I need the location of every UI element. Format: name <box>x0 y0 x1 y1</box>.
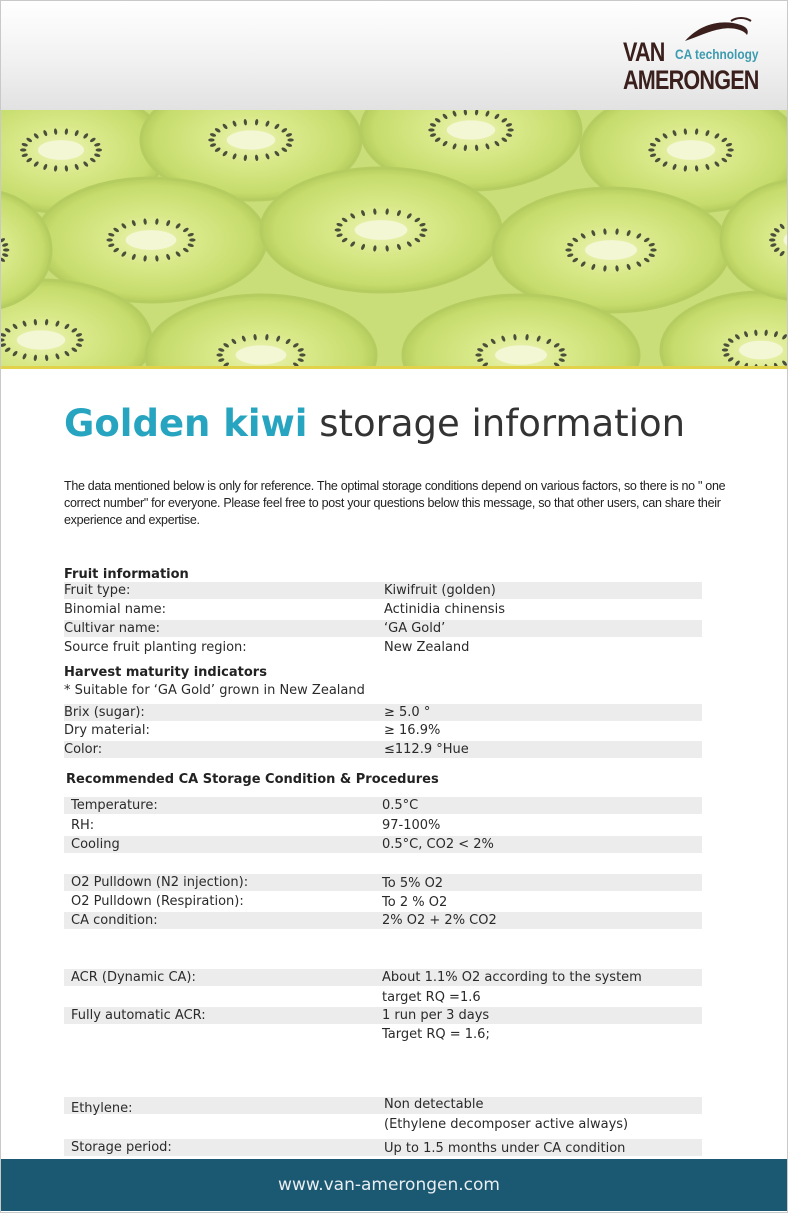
row-value: ‘GA Gold’ <box>384 621 446 636</box>
row-label: O2 Pulldown (Respiration): <box>71 894 244 909</box>
kiwi-core <box>667 140 715 160</box>
table-row <box>64 741 702 758</box>
kiwi-seed <box>421 228 427 231</box>
kiwi-core <box>739 341 783 360</box>
row-value: 0.5°C <box>382 798 419 813</box>
table-row <box>64 836 702 853</box>
row-value: ≥ 16.9% <box>384 723 441 738</box>
table-row <box>64 797 702 814</box>
table-row <box>64 639 702 656</box>
kiwi-core <box>585 240 637 260</box>
table-row <box>64 1026 702 1043</box>
table-row <box>64 601 702 618</box>
table-row <box>64 893 702 910</box>
logo-amerongen: AMERONGEN <box>623 65 759 95</box>
page-title <box>64 402 685 445</box>
table-row <box>64 722 702 739</box>
kiwi-slices-illustration <box>1 110 787 368</box>
footer-website-link[interactable]: www.van-amerongen.com <box>278 1175 500 1195</box>
logo-van: VAN <box>623 37 665 67</box>
kiwi-core <box>126 230 177 250</box>
table-row <box>64 817 702 834</box>
row-value: To 5% O2 <box>382 876 444 891</box>
kiwi-seed <box>3 248 9 251</box>
intro-paragraph: The data mentioned below is only for reference. The optimal storage conditions depend on various factors, so there is no " one correct number" for everyone. Please feel free to post your questions below this message, so that other users, can share their experience and expertise. <box>64 479 726 527</box>
row-label: ACR (Dynamic CA): <box>71 970 196 985</box>
row-value: About 1.1% O2 according to the system <box>382 970 642 985</box>
table-row <box>64 1115 702 1132</box>
row-label: Color: <box>64 742 103 757</box>
row-label: CA condition: <box>71 913 158 928</box>
van-amerongen-logo <box>623 15 773 97</box>
swoosh-icon <box>683 15 753 45</box>
row-value: Actinidia chinensis <box>384 602 505 617</box>
row-label: Cultivar name: <box>64 621 161 636</box>
table-row <box>64 1139 702 1156</box>
header <box>1 1 787 110</box>
kiwi-seed <box>77 338 83 341</box>
table-row <box>64 620 702 637</box>
row-value: ≤112.9 °Hue <box>384 742 469 757</box>
kiwi-core <box>17 330 65 349</box>
section-heading-fruit-information: Fruit information <box>64 567 189 582</box>
row-value: 0.5°C, CO2 < 2% <box>382 837 494 852</box>
row-value: To 2 % O2 <box>382 895 448 910</box>
row-label: Binomial name: <box>64 602 166 617</box>
kiwi-seed <box>722 348 728 351</box>
kiwi-core <box>495 345 547 364</box>
title-rest: storage information <box>307 402 686 445</box>
row-value: 1 run per 3 days <box>382 1008 490 1023</box>
row-value: 2% O2 + 2% CO2 <box>382 913 497 928</box>
kiwi-core <box>236 345 287 364</box>
footer <box>1 1159 787 1211</box>
kiwi-seed <box>299 353 305 356</box>
table-row <box>64 1097 702 1114</box>
kiwi-core <box>227 130 275 149</box>
section-heading-harvest: Harvest maturity indicators <box>64 665 267 680</box>
row-label: Source fruit planting region: <box>64 640 247 655</box>
table-row <box>64 582 702 599</box>
kiwi-core <box>355 220 408 240</box>
row-value: 97-100% <box>382 818 441 833</box>
section-heading-ca-storage: Recommended CA Storage Condition & Procedures <box>66 772 439 787</box>
row-label: Cooling <box>71 837 120 852</box>
logo-tagline: CA technology <box>675 46 759 62</box>
row-value: New Zealand <box>384 640 470 655</box>
row-label: RH: <box>71 818 95 833</box>
kiwi-seed <box>20 148 26 151</box>
kiwi-seed <box>216 353 222 356</box>
kiwi-seed <box>106 238 112 241</box>
row-value: Up to 1.5 months under CA condition <box>384 1141 626 1156</box>
table-row <box>64 912 702 929</box>
table-row <box>64 969 702 986</box>
kiwi-seed <box>287 138 293 141</box>
kiwi-seed <box>565 248 571 251</box>
kiwi-seed <box>648 148 654 151</box>
harvest-note: * Suitable for ‘GA Gold’ grown in New Zealand <box>64 683 365 698</box>
table-row <box>64 989 702 1006</box>
kiwi-seed <box>428 128 434 131</box>
kiwi-seed <box>560 353 566 356</box>
row-label: O2 Pulldown (N2 injection): <box>71 875 249 890</box>
row-label: Temperature: <box>71 798 158 813</box>
row-label: Fruit type: <box>64 583 131 598</box>
kiwi-seed <box>650 248 656 251</box>
kiwi-seed <box>96 148 102 151</box>
kiwi-hero-image <box>1 110 787 368</box>
table-row <box>64 874 702 891</box>
kiwi-seed <box>189 238 195 241</box>
row-label: Fully automatic ACR: <box>71 1008 206 1023</box>
title-highlight: Golden kiwi <box>64 402 308 445</box>
kiwi-seed <box>208 138 214 141</box>
row-label: Brix (sugar): <box>64 705 145 720</box>
row-value: Target RQ = 1.6; <box>382 1027 490 1042</box>
row-value: target RQ =1.6 <box>382 990 481 1005</box>
kiwi-seed <box>769 238 775 241</box>
kiwi-seed <box>727 148 733 151</box>
row-value: Non detectable <box>384 1097 484 1112</box>
kiwi-core <box>38 140 84 160</box>
kiwi-seed <box>475 353 481 356</box>
row-label: Ethylene: <box>71 1101 133 1116</box>
row-value: (Ethylene decomposer active always) <box>384 1117 629 1132</box>
row-value: ≥ 5.0 ° <box>384 705 431 720</box>
hero-divider <box>1 366 787 369</box>
row-label: Storage period: <box>71 1140 172 1155</box>
table-row <box>64 1007 702 1024</box>
kiwi-core <box>447 120 495 139</box>
row-value: Kiwifruit (golden) <box>384 583 496 598</box>
table-row <box>64 704 702 721</box>
kiwi-seed <box>507 128 513 131</box>
row-label: Dry material: <box>64 723 150 738</box>
kiwi-seed <box>335 228 341 231</box>
